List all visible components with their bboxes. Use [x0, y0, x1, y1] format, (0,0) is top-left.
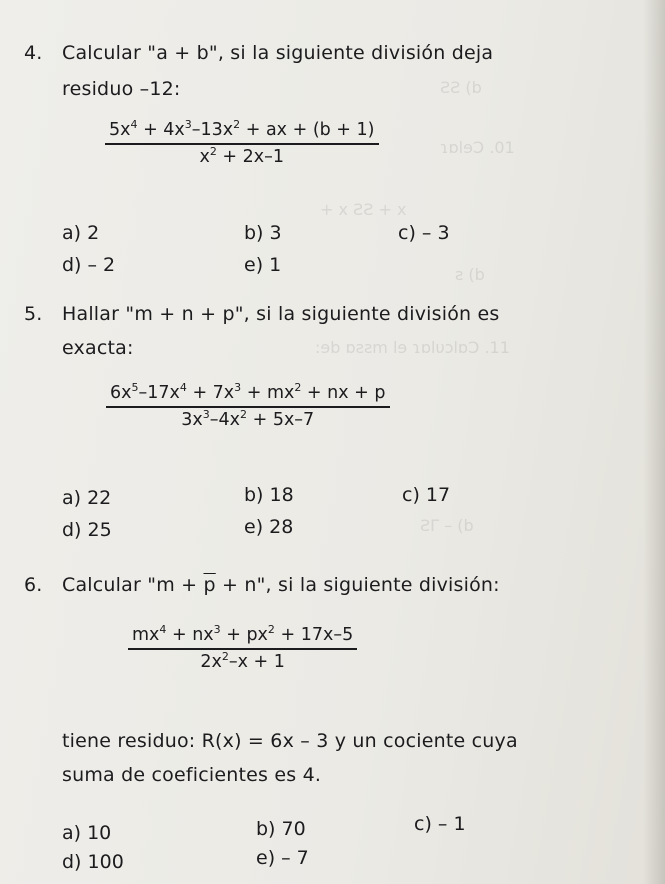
problem-5-dividend: $6x^5-17x^4 + 7x^3 + mx^2$ + nx + p — [106, 383, 390, 408]
problem-4-option-c: c) – 3 — [398, 222, 450, 244]
problem-6-option-d: d) 100 — [62, 851, 124, 873]
problem-6-statement-line2: tiene residuo: R(x) = 6x – 3 y un cociente cuya — [62, 730, 518, 752]
problem-6-fraction — [128, 625, 357, 672]
problem-6-option-e: e) – 7 — [256, 847, 309, 869]
problem-4-number: 4. — [24, 42, 43, 64]
problem-5-option-e: e) 28 — [244, 516, 294, 538]
problem-4-divisor: $x^2 + 2x-1$ — [199, 145, 285, 167]
problem-6-dividend: $mx^4 + nx^3 + px^2 + 17x-5$ — [128, 625, 357, 650]
problem-5-statement: Hallar "m + n + p", si la siguiente división es — [62, 303, 500, 325]
problem-4-option-b: b) 3 — [244, 222, 282, 244]
problem-6-statement-suffix: + n", si la siguiente división: — [215, 574, 500, 596]
problem-6-option-c: c) – 1 — [414, 813, 466, 835]
problem-6-statement — [62, 574, 500, 596]
problem-5-option-b: b) 18 — [244, 484, 294, 506]
problem-6-option-a: a) 10 — [62, 822, 112, 844]
problem-5-option-d: d) 25 — [62, 519, 112, 541]
problem-4-option-d: d) – 2 — [62, 254, 116, 276]
bleed-through-text: :ɘb ɒƨƨm lɘ ɿɒlυɔlɒϽ .11 — [315, 338, 510, 357]
problem-6-option-b: b) 70 — [256, 818, 306, 840]
problem-6-statement-line3: suma de coeficientes es 4. — [62, 764, 322, 786]
page-edge-shadow — [643, 0, 665, 884]
problem-5-option-a: a) 22 — [62, 487, 112, 509]
problem-4-statement-line2: residuo –12: — [62, 78, 181, 100]
problem-4-option-e: e) 1 — [244, 254, 282, 276]
bleed-through-text: ƨ (b — [455, 265, 485, 284]
problem-4-dividend: $5x^4 + 4x^3-13x^2$ + ax + (b + 1) — [105, 120, 379, 145]
problem-5-fraction — [106, 383, 390, 430]
problem-4-option-a: a) 2 — [62, 222, 100, 244]
bleed-through-text: + x ƧƧ + x — [320, 200, 407, 219]
bleed-through-text: ƧƧ (b — [440, 78, 482, 97]
problem-4-statement: Calcular "a + b", si la siguiente división deja — [62, 42, 494, 64]
problem-5-option-c: c) 17 — [402, 484, 451, 506]
problem-5-statement-line2: exacta: — [62, 337, 134, 359]
bleed-through-text: ƧΓ – (b — [420, 516, 474, 535]
problem-5-number: 5. — [24, 303, 43, 325]
problem-5-divisor: $3x^3-4x^2 + 5x-7$ — [181, 408, 315, 430]
problem-6-statement-prefix: Calcular "m + — [62, 574, 204, 596]
problem-6-divisor: $2x^2-x + 1$ — [200, 650, 285, 672]
bleed-through-text: ɿɒlɘϽ .01 — [440, 138, 515, 157]
problem-6-number: 6. — [24, 574, 43, 596]
problem-6-hat-variable: $\overline{p}$ — [203, 574, 216, 596]
problem-4-fraction — [105, 120, 379, 167]
